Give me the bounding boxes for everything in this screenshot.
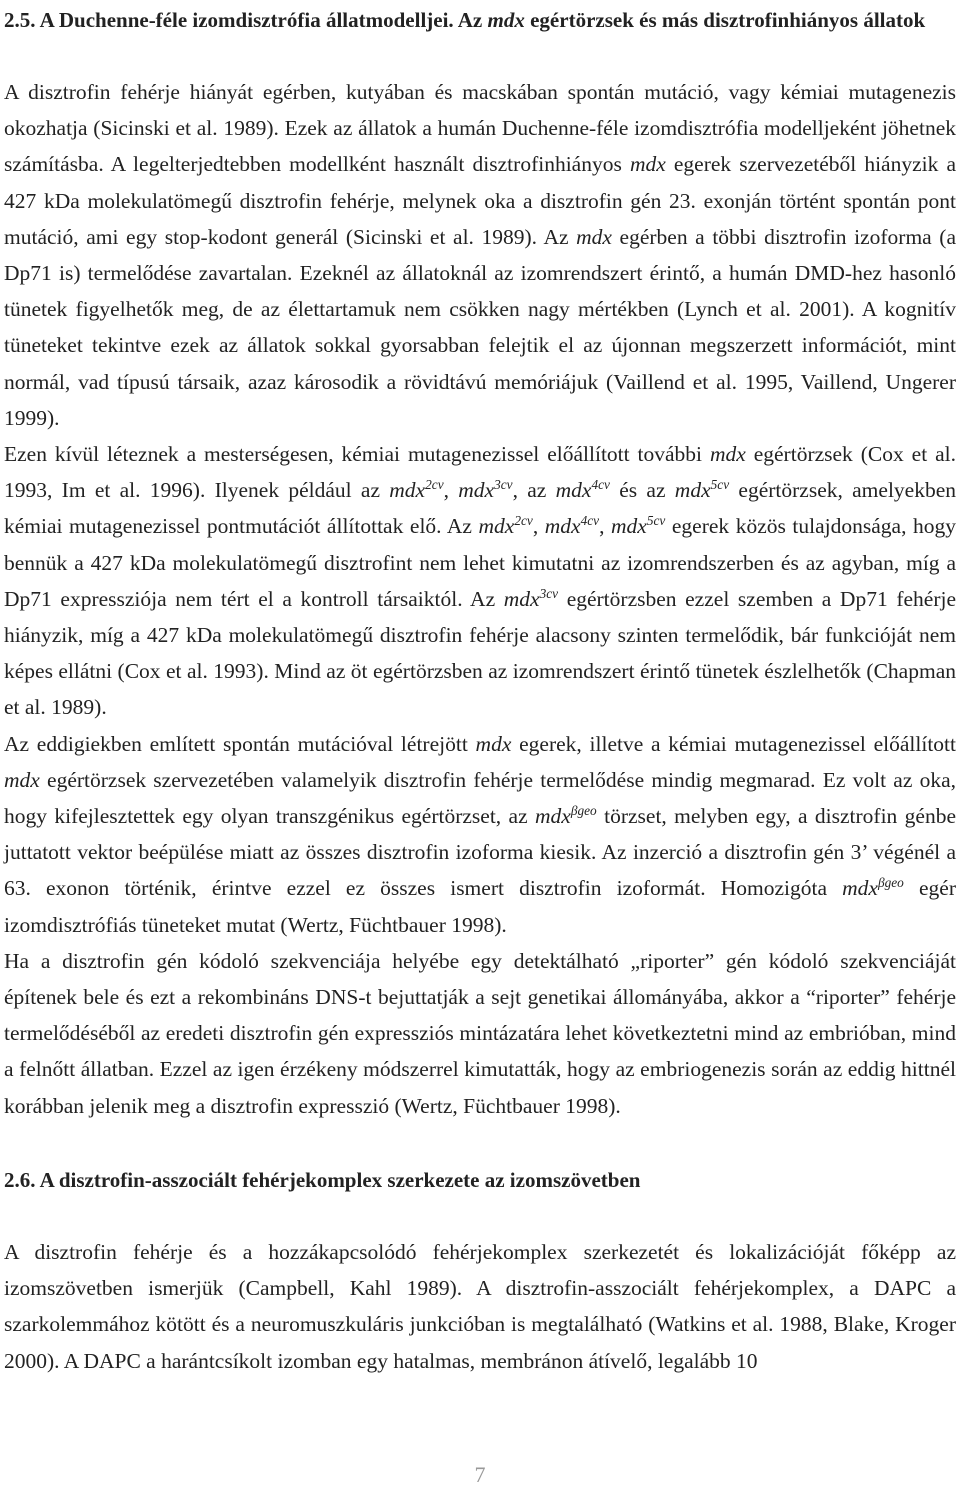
spacer xyxy=(4,1198,956,1234)
heading-mdx: mdx xyxy=(487,8,525,32)
term-mdx: mdx xyxy=(389,478,426,503)
text-run: Az eddigiekben említett spontán mutációval létrejött xyxy=(4,731,476,756)
term-mdx: mdx xyxy=(555,478,592,503)
text-run: egérben a többi disztrofin izoforma (a Dp71 is) termelődése zavartalan. Ezeknél az állatoknál az izomrendszert érintő, a humán DMD-hez hasonló tünetek figyelhetők meg, de az élettartamuk nem csökken nagy mértékben (Lynch et al. 2001). A kognitív tüneteket tekintve ezek az állatok sokkal gyorsabban felejtik el az újonnan megszerzett információt, mint normál, vad típusú társaik, azaz károsodik a rövidtávú memóriájuk (Vaillend et al. 1995, Vaillend, Ungerer 1999). xyxy=(4,224,957,430)
text-run: és az xyxy=(609,478,675,503)
term-mdx: mdx xyxy=(544,514,581,539)
term-mdx: mdx xyxy=(629,152,666,177)
text-run: , xyxy=(443,478,459,503)
term-mdx: mdx xyxy=(709,442,746,467)
term-mdx: mdx xyxy=(535,804,571,829)
text-run: egerek szervezetéből hiányzik a 427 kDa molekulatömegű disztrofin fehérje, melynek oka a disztrofin gén 23. exonján történt spontán pont mutáció, ami egy stop-kodont generál (Sicinski et al. 1989). Az xyxy=(4,152,957,249)
superscript: 2cv xyxy=(425,476,444,492)
text-run: egerek közös tulajdonsága, hogy bennük a 427 kDa molekulatömegű disztrofint nem lehet kimutatni az izomrendszerben és az agyban, míg a Dp71 expressziója nem tért el a kontroll társaiktól. Az xyxy=(4,514,957,611)
term-mdx: mdx xyxy=(458,478,495,503)
paragraph-reporter-gene xyxy=(4,943,956,1124)
superscript: 5cv xyxy=(646,513,666,529)
text-run: egértörzsek szervezetében valamelyik disztrofin fehérje termelődése mindig megmarad. Ez volt az oka, hogy kifejlesztettek egy olyan transzgénikus egértörzset, az xyxy=(4,767,956,829)
page-number: 7 xyxy=(474,1462,486,1487)
term-mdx: mdx xyxy=(611,514,647,539)
text-run: A disztrofin fehérje hiányát egérben, kutyában és macskában spontán mutáció, vagy kémiai mutagenezis okozhatja (Sicinski et al. 1989). Ezek az állatok a humán Duchenne-féle izomdisztrófia modelljeként jöhetnek számításba. A legelterjedtebben modellként használt disztrofinhiányos xyxy=(4,80,956,177)
term-mdx: mdx xyxy=(478,514,515,539)
paragraph-dapc xyxy=(4,1234,956,1379)
spacer xyxy=(4,38,956,74)
text-run: egértörzsek (Cox et al. 1993, Im et al. 1996). Ilyenek például az xyxy=(4,442,956,503)
paragraph-transgenic xyxy=(4,726,956,943)
text-run: törzset, melyben egy, a disztrofin génbe juttatott vektor beépülése miatt az összes disztrofin izoforma kiesik. Az inzerció a disztrofin gén 3’ végénél a 63. exonon történik, érintve ezzel ez összes ismert disztrofin izoformát. Homozigóta xyxy=(4,804,957,901)
document-page xyxy=(4,0,956,1379)
term-mdx: mdx xyxy=(503,586,540,611)
superscript: 4cv xyxy=(591,476,610,492)
text-run: Ezen kívül léteznek a mesterségesen, kémiai mutagenezissel előállított további xyxy=(4,442,710,467)
heading-text: 2.5. A Duchenne-féle izomdisztrófia állatmodelljei. Az xyxy=(4,8,488,32)
text-run: , xyxy=(599,514,612,539)
term-mdx: mdx xyxy=(475,731,512,756)
spacer xyxy=(4,1124,956,1160)
text-run: A disztrofin fehérje és a hozzákapcsolódó fehérjekomplex szerkezetét és lokalizációját főképp az izomszövetben ismerjük (Campbell, Kahl 1989). A disztrofin-asszociált fehérjekomplex, a DAPC a szarkolemmához kötött és a neuromuszkuláris junkcióban is megtalálható (Watkins et al. 1988, Blake, Kroger 2000). A DAPC a harántcsíkolt izomban egy hatalmas, membránon átívelő, legalább 10 xyxy=(4,1239,956,1373)
text-run: egerek, illetve a kémiai mutagenezissel előállított xyxy=(511,731,957,756)
term-mdx: mdx xyxy=(4,767,40,792)
superscript: 3cv xyxy=(494,476,513,492)
section-heading-2-5 xyxy=(4,2,956,38)
heading-text: egértörzsek és más disztrofinhiányos állatok xyxy=(524,8,926,32)
term-mdx: mdx xyxy=(674,478,711,503)
text-run: Ha a disztrofin gén kódoló szekvenciája helyébe egy detektálható „riporter” gén kódoló szekvenciáját építenek bele és ezt a rekombináns DNS-t bejuttatják a sejt genetikai állományába, akkor a “riporter” fehérje termelődéséből az eredeti disztrofin gén expressziós mintázatára lehet következtetni mind az embrióban, mind a felnőtt állatban. Ezzel az igen érzékeny módszerrel kimutatták, hogy az embriogenezis során az eddig hittnél korábban jelenik meg a disztrofin expresszió (Wertz, Füchtbauer 1998). xyxy=(4,948,956,1118)
text-run: , xyxy=(532,514,545,539)
section-heading-2-6: 2.6. A disztrofin-asszociált fehérjekomplex szerkezete az izomszövetben xyxy=(4,1167,641,1192)
text-run: egér izomdisztrófiás tüneteket mutat (Wertz, Füchtbauer 1998). xyxy=(4,876,956,937)
text-run: egértörzsek, amelyekben kémiai mutagenezissel pontmutációt állítottak elő. Az xyxy=(4,478,957,539)
superscript: 2cv xyxy=(514,513,533,529)
superscript: βgeo xyxy=(570,802,597,818)
paragraph-chemical-mutagenesis xyxy=(4,436,956,726)
term-mdx: mdx xyxy=(576,224,612,249)
paragraph-mdx-intro xyxy=(4,74,956,436)
superscript: βgeo xyxy=(877,875,904,891)
term-mdx: mdx xyxy=(842,876,878,901)
superscript: 4cv xyxy=(580,513,600,529)
superscript: 5cv xyxy=(710,476,730,492)
text-run: egértörzsben ezzel szemben a Dp71 fehérje hiányzik, míg a 427 kDa molekulatömegű disztrofin fehérje alacsony szinten termelődik, bár funkcióját nem képes ellátni (Cox et al. 1993). Mind az öt egértörzsben az izomrendszert érintő tünetek észlelhetők (Chapman et al. 1989). xyxy=(4,586,956,720)
text-run: , az xyxy=(512,478,556,503)
superscript: 3cv xyxy=(539,585,559,601)
